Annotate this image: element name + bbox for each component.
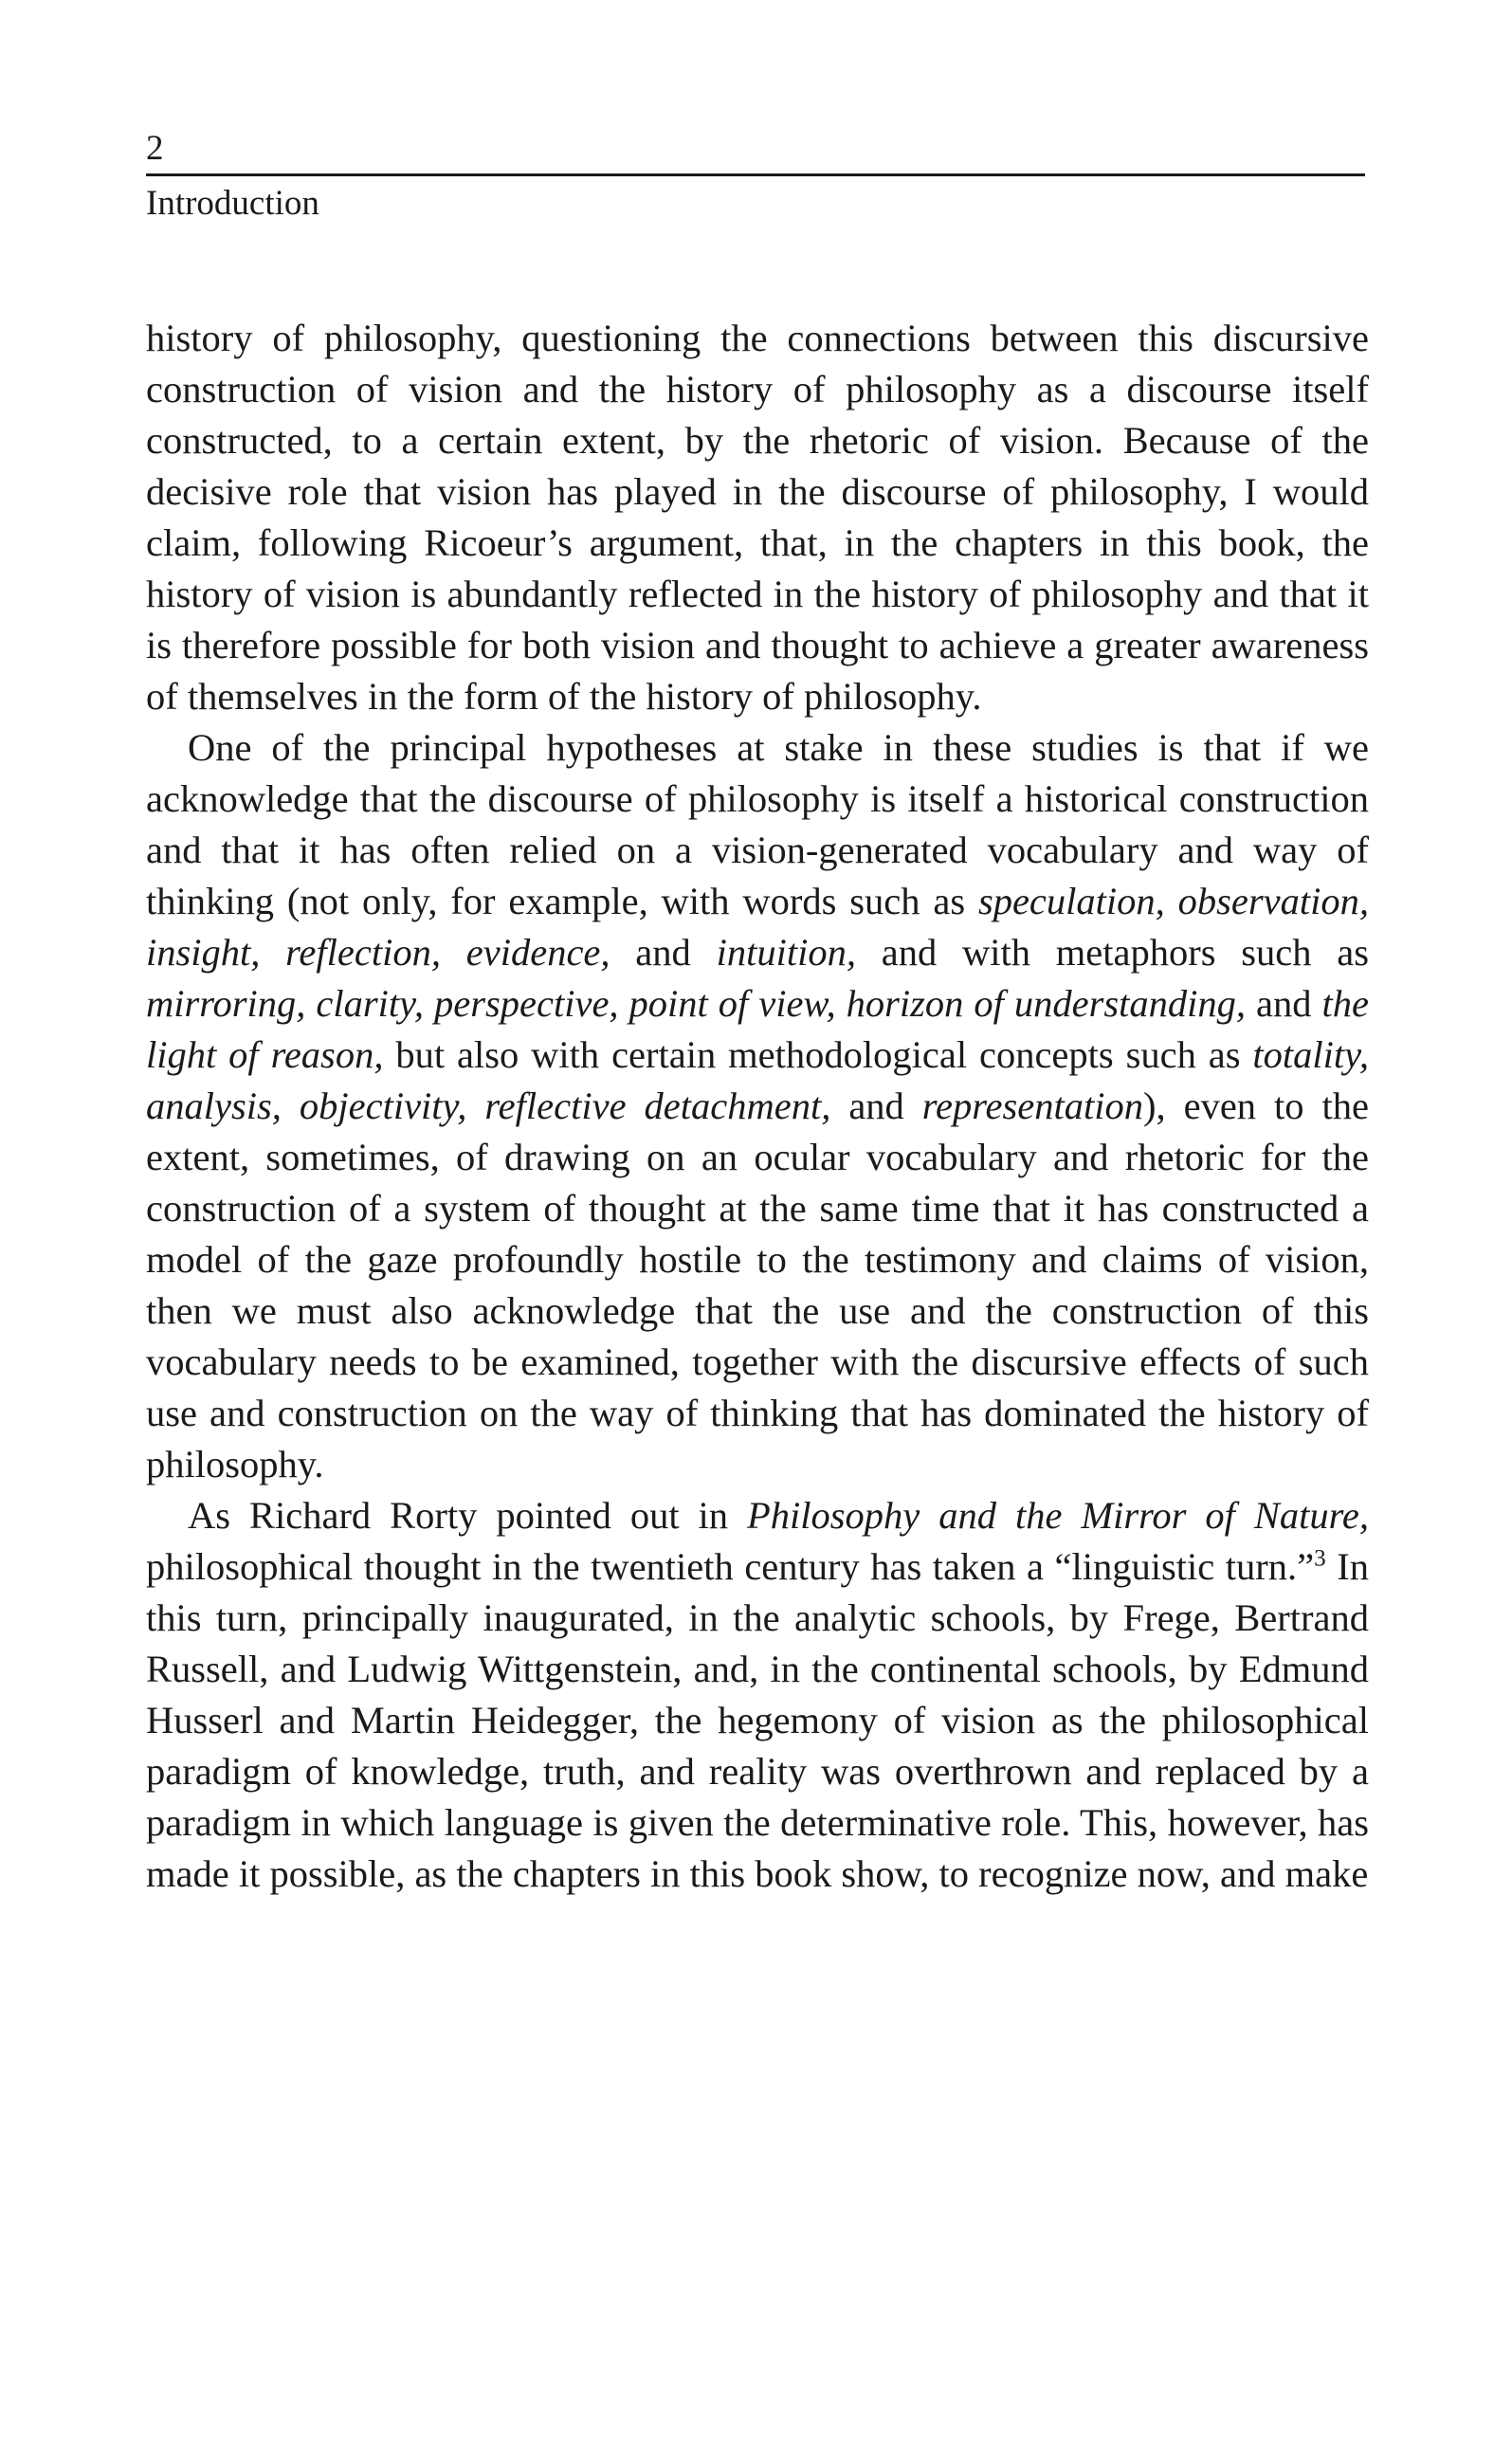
- p2-text-1: One of the principal hypotheses at stake in these studies is that if we acknowledge that the discourse of philosophy is itself a historical construction and that it has often relied on a vision-generated vocabulary and way of thinking (not only, for example, with words such as: [146, 726, 1369, 922]
- page-number: 2: [146, 129, 164, 168]
- header-rule: [146, 173, 1365, 176]
- p2-italic-metaphors: mirroring, clarity, perspective, point of view, horizon of understanding,: [146, 982, 1247, 1025]
- p3-italic-book-title: Philosophy and the Mirror of Nature,: [747, 1494, 1369, 1537]
- p2-italic-light-of-reason: the light of reason,: [146, 982, 1369, 1076]
- running-head: Introduction: [146, 184, 319, 223]
- p2-italic-representation: representation: [921, 1084, 1144, 1127]
- p2-text-6: and: [830, 1084, 922, 1127]
- p3-text-1: As Richard Rorty pointed out in: [188, 1494, 748, 1537]
- body-text: [146, 313, 1369, 1900]
- p3-text-2: philosophical thought in the twentieth century has taken a “linguistic turn.”: [146, 1545, 1315, 1588]
- p2-italic-concepts: totality, analysis, objectivity, reflective detachment,: [146, 1033, 1370, 1127]
- p2-italic-speculation: speculation, observation, insight, reflection, evidence,: [146, 880, 1369, 974]
- p3-text-3: In this turn, principally inaugurated, in the analytic schools, by Frege, Bertrand Russell, and Ludwig Wittgenstein, and, in the continental schools, by Edmund Husserl and Martin Heidegger, the hegemony of vision as the philosophical paradigm of knowledge, truth, and reality was overthrown and replaced by a paradigm in which language is given the determinative role. This, however, has made it possible, as the chapters in this book show, to recognize now, and make: [146, 1545, 1369, 1895]
- p2-text-4: and: [1246, 982, 1322, 1025]
- p2-text-3: and with metaphors such as: [855, 931, 1370, 974]
- p2-text-5: but also with certain methodological concepts such as: [383, 1033, 1253, 1076]
- paragraph-1: history of philosophy, questioning the connections between this discursive construction of vision and the history of philosophy as a discourse itself constructed, to a certain extent, by the rhetoric of vision. Because of the decisive role that vision has played in the discourse of philosophy, I would claim, following Ricoeur’s argument, that, in the chapters in this book, the history of vision is abundantly reflected in the history of philosophy and that it is therefore possible for both vision and thought to achieve a greater awareness of themselves in the form of the history of philosophy.: [146, 317, 1369, 718]
- paragraph-3: [146, 1490, 1369, 1900]
- p2-text-7: ), even to the extent, sometimes, of drawing on an ocular vocabulary and rhetoric for the construction of a system of thought at the same time that it has constructed a model of the gaze profoundly hostile to the testimony and claims of vision, then we must also acknowledge that the use and the construction of this vocabulary needs to be examined, together with the discursive effects of such use and construction on the way of thinking that has dominated the history of philosophy.: [146, 1084, 1370, 1485]
- paragraph-2: [146, 722, 1369, 1490]
- p2-text-2: and: [610, 931, 717, 974]
- p2-italic-intuition: intuition,: [716, 931, 856, 974]
- footnote-reference: 3: [1314, 1545, 1326, 1572]
